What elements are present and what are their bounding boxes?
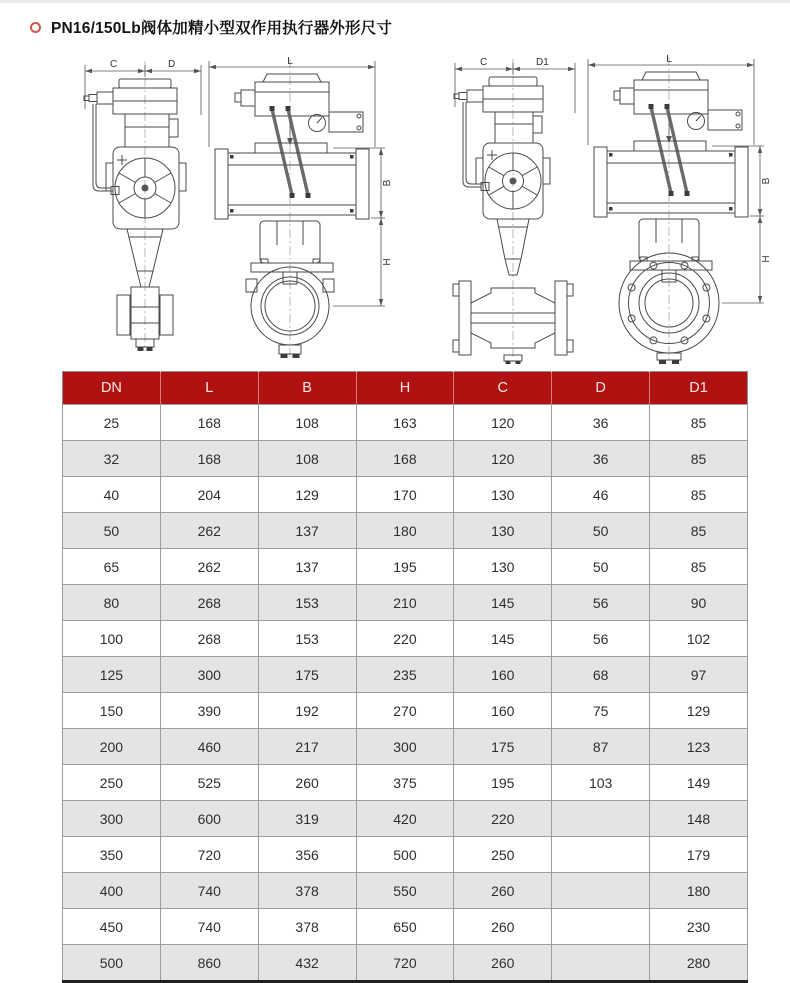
dim-label-l: L (287, 56, 293, 67)
table-cell: 137 (258, 513, 356, 549)
table-cell: 36 (552, 441, 650, 477)
table-cell: 130 (454, 477, 552, 513)
table-cell: 220 (356, 621, 454, 657)
table-cell: 195 (454, 765, 552, 801)
drawing-side-view-flanged (433, 55, 593, 365)
table-cell (552, 837, 650, 873)
table-cell: 129 (258, 477, 356, 513)
table-cell: 145 (454, 621, 552, 657)
table-cell: 85 (650, 513, 748, 549)
column-header-d: D (552, 372, 650, 405)
table-row (63, 801, 748, 837)
table-cell: 175 (454, 729, 552, 765)
column-header-c: C (454, 372, 552, 405)
table-cell: 420 (356, 801, 454, 837)
table-cell: 500 (356, 837, 454, 873)
table-cell: 740 (160, 873, 258, 909)
table-row (63, 945, 748, 982)
table-cell: 168 (160, 405, 258, 441)
table-cell: 220 (454, 801, 552, 837)
table-row (63, 513, 748, 549)
dim-label-h: H (761, 255, 772, 263)
table-cell: 50 (552, 549, 650, 585)
table-row (63, 729, 748, 765)
table-cell: 400 (63, 873, 161, 909)
column-header-h: H (356, 372, 454, 405)
table-cell: 450 (63, 909, 161, 945)
table-cell: 550 (356, 873, 454, 909)
table-cell: 720 (160, 837, 258, 873)
table-cell: 319 (258, 801, 356, 837)
table-cell: 268 (160, 585, 258, 621)
table-cell: 153 (258, 621, 356, 657)
table-cell: 85 (650, 441, 748, 477)
table-cell: 25 (63, 405, 161, 441)
table-row (63, 837, 748, 873)
table-cell: 260 (258, 765, 356, 801)
table-cell: 120 (454, 441, 552, 477)
table-cell: 153 (258, 585, 356, 621)
table-cell: 235 (356, 657, 454, 693)
dim-label-l: L (666, 54, 672, 65)
table-row (63, 909, 748, 945)
table-cell: 68 (552, 657, 650, 693)
table-cell: 160 (454, 693, 552, 729)
table-cell: 50 (552, 513, 650, 549)
table-cell: 390 (160, 693, 258, 729)
table-cell: 300 (160, 657, 258, 693)
table-cell: 250 (454, 837, 552, 873)
table-cell: 200 (63, 729, 161, 765)
table-cell: 85 (650, 405, 748, 441)
table-cell: 102 (650, 621, 748, 657)
table-cell: 500 (63, 945, 161, 982)
table-cell: 650 (356, 909, 454, 945)
dim-label-d: D (168, 59, 176, 70)
table-cell: 740 (160, 909, 258, 945)
table-cell: 36 (552, 405, 650, 441)
table-cell: 148 (650, 801, 748, 837)
table-cell: 108 (258, 441, 356, 477)
table-cell: 150 (63, 693, 161, 729)
table-cell: 56 (552, 621, 650, 657)
table-row (63, 585, 748, 621)
table-cell: 32 (63, 441, 161, 477)
table-cell: 87 (552, 729, 650, 765)
dim-label-d1: D1 (536, 57, 549, 68)
table-cell: 163 (356, 405, 454, 441)
table-cell (552, 801, 650, 837)
table-cell: 204 (160, 477, 258, 513)
table-row (63, 477, 748, 513)
dim-label-c: C (480, 57, 488, 68)
table-cell: 97 (650, 657, 748, 693)
table-cell: 217 (258, 729, 356, 765)
table-cell: 260 (454, 873, 552, 909)
table-cell: 46 (552, 477, 650, 513)
table-cell: 103 (552, 765, 650, 801)
table-cell: 160 (454, 657, 552, 693)
dim-label-h: H (382, 258, 393, 266)
table-cell (552, 945, 650, 982)
dim-label-c: C (110, 59, 118, 70)
table-cell: 123 (650, 729, 748, 765)
dim-label-b: B (382, 179, 393, 187)
page-title: PN16/150Lb阀体加精小型双作用执行器外形尺寸 (51, 20, 393, 37)
table-cell: 85 (650, 477, 748, 513)
table-cell: 260 (454, 945, 552, 982)
table-cell: 375 (356, 765, 454, 801)
table-cell: 250 (63, 765, 161, 801)
table-cell: 170 (356, 477, 454, 513)
table-cell: 525 (160, 765, 258, 801)
table-cell: 168 (160, 441, 258, 477)
table-cell: 108 (258, 405, 356, 441)
table-cell: 262 (160, 513, 258, 549)
drawing-front-view-compact (193, 55, 393, 361)
table-cell: 192 (258, 693, 356, 729)
drawing-front-view-flanged (572, 53, 772, 366)
table-cell: 90 (650, 585, 748, 621)
table-cell: 129 (650, 693, 748, 729)
dim-label-b: B (761, 177, 772, 185)
table-cell: 75 (552, 693, 650, 729)
table-cell: 180 (650, 873, 748, 909)
table-cell: 125 (63, 657, 161, 693)
table-cell: 137 (258, 549, 356, 585)
table-row (63, 621, 748, 657)
table-cell: 120 (454, 405, 552, 441)
table-cell: 100 (63, 621, 161, 657)
table-cell: 378 (258, 873, 356, 909)
table-cell: 230 (650, 909, 748, 945)
table-cell: 56 (552, 585, 650, 621)
table-cell: 350 (63, 837, 161, 873)
table-cell: 130 (454, 549, 552, 585)
table-cell: 270 (356, 693, 454, 729)
column-header-dn: DN (63, 372, 161, 405)
table-cell: 460 (160, 729, 258, 765)
table-cell: 356 (258, 837, 356, 873)
dimension-table (62, 371, 748, 983)
table-cell: 80 (63, 585, 161, 621)
table-row (63, 441, 748, 477)
table-cell: 432 (258, 945, 356, 982)
bullet-ring-icon (30, 22, 41, 33)
table-cell: 65 (63, 549, 161, 585)
table-row (63, 873, 748, 909)
table-cell: 149 (650, 765, 748, 801)
table-cell: 260 (454, 909, 552, 945)
section-title-row (0, 3, 790, 39)
table-row (63, 693, 748, 729)
table-cell: 720 (356, 945, 454, 982)
table-cell (552, 909, 650, 945)
table-cell: 40 (63, 477, 161, 513)
table-cell: 130 (454, 513, 552, 549)
dimension-table-header (63, 372, 748, 405)
table-cell: 860 (160, 945, 258, 982)
column-header-l: L (160, 372, 258, 405)
table-cell: 300 (63, 801, 161, 837)
column-header-d1: D1 (650, 372, 748, 405)
table-cell (552, 873, 650, 909)
table-cell: 85 (650, 549, 748, 585)
table-cell: 280 (650, 945, 748, 982)
table-cell: 600 (160, 801, 258, 837)
table-cell: 300 (356, 729, 454, 765)
table-row (63, 765, 748, 801)
table-row (63, 549, 748, 585)
table-cell: 50 (63, 513, 161, 549)
table-cell: 175 (258, 657, 356, 693)
table-row (63, 657, 748, 693)
table-cell: 179 (650, 837, 748, 873)
table-cell: 180 (356, 513, 454, 549)
table-cell: 262 (160, 549, 258, 585)
table-row (63, 405, 748, 441)
table-cell: 145 (454, 585, 552, 621)
table-cell: 195 (356, 549, 454, 585)
table-cell: 378 (258, 909, 356, 945)
table-cell: 210 (356, 585, 454, 621)
table-cell: 268 (160, 621, 258, 657)
column-header-b: B (258, 372, 356, 405)
table-cell: 168 (356, 441, 454, 477)
